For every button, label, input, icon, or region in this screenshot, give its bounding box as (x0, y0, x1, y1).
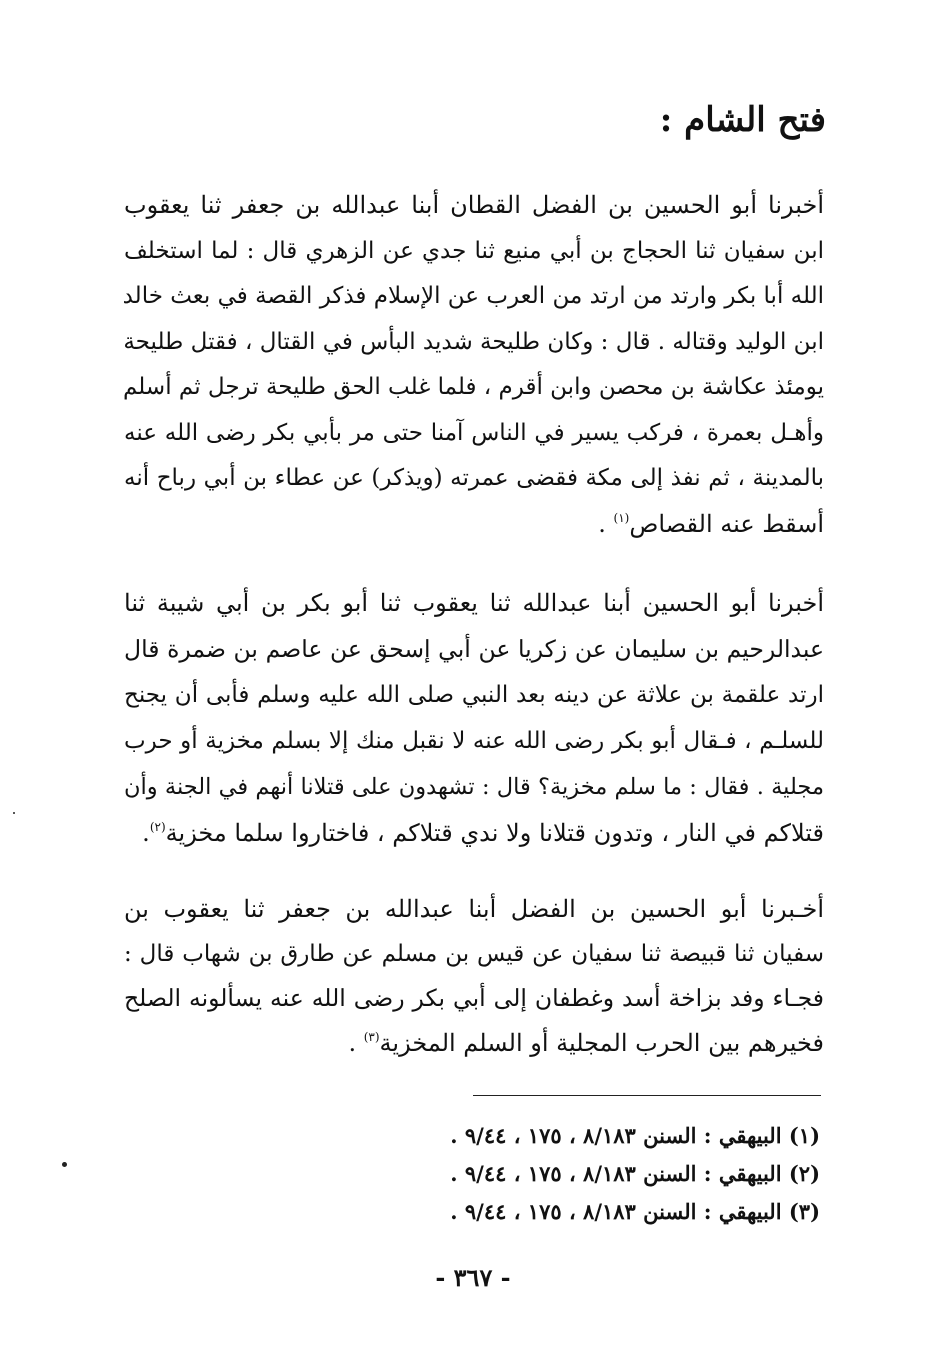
scan-speck (62, 1162, 67, 1167)
text-line: سفيان ثنا قبيصة ثنا سفيان عن قيس بن مسلم عن طارق بن شهاب قال : (124, 940, 824, 967)
text-line: ابن سفيان ثنا الحجاج بن أبي منيع ثنا جدي عن الزهري قال : لما استخلف (124, 237, 824, 264)
paragraph-3 (124, 887, 824, 1065)
text-line-body: فخيرهم بين الحرب المجلية أو السلم المخزية (379, 1028, 824, 1057)
line-end-punctuation: . (142, 819, 150, 847)
text-line: بالمدينة ، ثم نفذ إلى مكة فقضى عمرته (ويذكر) عن عطاء بن أبي رباح أنه (124, 465, 824, 491)
text-line: الله أبا بكر وارتد من ارتد من العرب عن الإسلام فذكر القصة في بعث خالد (122, 283, 824, 309)
section-heading: فتح الشام : (659, 100, 826, 140)
page-number: - ٣٦٧ - (435, 1263, 511, 1292)
footnote-reference: (٢) (149, 820, 166, 834)
text-line: للسلـم ، فـقال أبو بكر رضى الله عنه لا نقبل منك إلا بسلم مخزية أو حرب (124, 728, 824, 754)
text-line-last (124, 502, 824, 548)
text-line: ارتد علقمة بن علاثة عن دينه بعد النبي صلى الله عليه وسلم فأبى أن يجنح (124, 682, 824, 708)
text-line-body: أسقط عنه القصاص (629, 509, 824, 538)
text-line: ابن الوليد وقتاله . قال : وكان طليحة شديد البأس في القتال ، فقتل طليحة (123, 328, 824, 355)
text-line: يومئذ عكاشة بن محصن وابن أقرم ، فلما غلب الحق طليحة ترجل ثم أسلم (123, 374, 824, 400)
text-line-last (124, 810, 824, 856)
text-line: عبدالرحيم بن سليمان عن زكريا عن أبي إسحق عن عاصم بن ضمرة قال (124, 635, 824, 663)
text-line: فجـاء وفد بزاخة أسد وغطفان إلى أبي بكر رضى الله عنه يسألونه الصلح (124, 984, 824, 1012)
line-end-punctuation: . (348, 1028, 364, 1057)
footnote-reference: (٣) (363, 1029, 380, 1044)
paragraph-2 (124, 580, 824, 856)
line-end-punctuation: . (598, 509, 614, 538)
paragraph-1 (124, 183, 824, 547)
footnote: (٣) البيهقي : السنن ٨/١٨٣ ، ١٧٥ ، ٩/٤٤ . (450, 1199, 820, 1224)
text-line-last (124, 1021, 824, 1066)
scan-speck (13, 812, 15, 814)
footnote-reference: (١) (613, 510, 630, 525)
text-line: وأهـل بعمرة ، فركب يسير في الناس آمنا حتى مر بأبي بكر رضى الله عنه (124, 419, 824, 446)
footnotes (360, 1117, 820, 1231)
text-line: أخـبرنا أبو الحسين بن الفضل أبنا عبدالله بن جعفر ثنا يعقوب بن (124, 895, 824, 923)
text-line: أخبرنا أبو الحسين أبنا عبدالله ثنا يعقوب ثنا أبو بكر بن أبي شيبة ثنا (124, 589, 824, 617)
text-line: مجلية . فقال : ما سلم مخزية؟ قال : تشهدون على قتلانا أنهم في الجنة وأن (124, 774, 824, 800)
footnote: (١) البيهقي : السنن ٨/١٨٣ ، ١٧٥ ، ٩/٤٤ . (450, 1123, 820, 1148)
footnote: (٢) البيهقي : السنن ٨/١٨٣ ، ١٧٥ ، ٩/٤٤ . (450, 1161, 820, 1186)
text-line-body: قتلاكم في النار ، وتدون قتلانا ولا ندي قتلاكم ، فاختاروا سلما مخزية (165, 819, 824, 847)
text-line: أخبرنا أبو الحسين بن الفضل القطان أبنا عبدالله بن جعفر ثنا يعقوب (124, 191, 824, 219)
footnote-separator (473, 1095, 821, 1096)
